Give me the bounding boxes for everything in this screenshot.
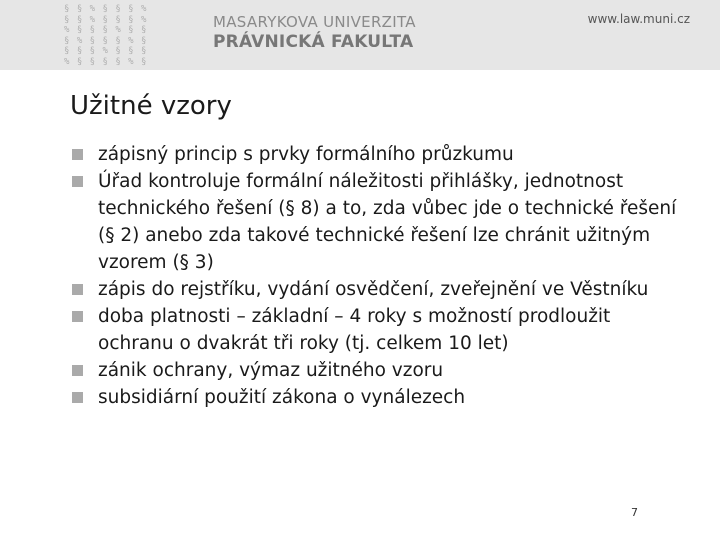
square-bullet-icon — [72, 284, 83, 295]
square-bullet-icon — [72, 149, 83, 160]
bullet-text: subsidiární použití zákona o vynálezech — [98, 387, 466, 408]
square-bullet-icon — [72, 311, 83, 322]
university-name: MASARYKOVA UNIVERZITA — [213, 13, 416, 31]
bullet-item — [70, 384, 690, 411]
bullet-text: zápis do rejstříku, vydání osvědčení, zveřejnění ve Věstníku — [98, 279, 649, 300]
bullet-item — [70, 357, 690, 384]
bullet-text: zánik ochrany, výmaz užitného vzoru — [98, 360, 444, 381]
bullet-text: Úřad kontroluje formální náležitosti přihlášky, jednotnost technického řešení (§ 8) a to, zda vůbec jde o technické řešení (§ 2) anebo zda takové technické řešení lze chránit užitným vzorem (§ 3) — [98, 171, 677, 273]
website-url[interactable]: www.law.muni.cz — [587, 12, 690, 26]
square-bullet-icon — [72, 392, 83, 403]
bullet-item — [70, 303, 690, 357]
page-number: 7 — [631, 506, 638, 519]
square-bullet-icon — [72, 176, 83, 187]
bullet-list — [70, 141, 690, 411]
bullet-text: zápisný princip s prvky formálního průzkumu — [98, 144, 514, 165]
bullet-item — [70, 141, 690, 168]
bullet-item — [70, 168, 690, 276]
header-banner — [0, 0, 720, 70]
bullet-item — [70, 276, 690, 303]
slide-title: Užitné vzory — [70, 91, 232, 121]
square-bullet-icon — [72, 365, 83, 376]
bullet-text: doba platnosti – základní – 4 roky s možností prodloužit ochranu o dvakrát tři roky (tj. celkem 10 let) — [98, 306, 611, 354]
paragraph-pattern-logo: § § % § § § % § § % § § § % % § § § % § § § % § § § % § § § § % § § § % § § § § % § — [64, 4, 148, 67]
faculty-name: PRÁVNICKÁ FAKULTA — [213, 32, 414, 52]
